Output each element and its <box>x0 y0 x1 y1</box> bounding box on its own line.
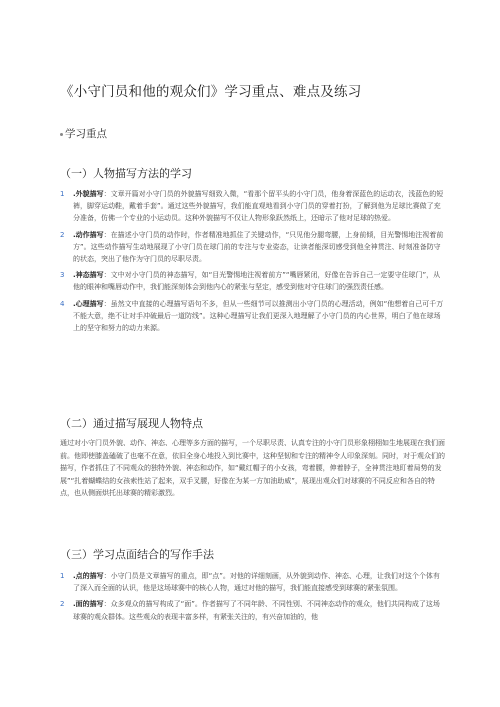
heading-character-description: （一）人物描写方法的学习 <box>60 167 192 180</box>
list-item <box>60 570 445 594</box>
item-label: .面的描写 <box>73 600 104 609</box>
item-text: ：文中对小守门员的神态描写，如“目光警惕地注视着前方”“嘴唇紧闭，好像在告诉自己一定要守住球门”，从他的眼神和嘴唇动作中，我们能深刻体会到他内心的紧张与坚定，感受到他对守住球门的强烈责任感。 <box>73 271 441 292</box>
item-text: ：虽然文中直接的心理描写语句不多，但从一些细节可以推测出小守门员的心理活动，例如“他想着自己可千万不能大意，绝不让对手冲破最后一道防线”。这种心理描写让我们更深入地理解了小守门员的内心世界，明白了他在球场上的坚守和努力的动力来源。 <box>73 299 444 333</box>
item-text: ：在描述小守门员的动作时，作者精准地抓住了关键动作，“只见他分腿弯腰，上身前倾，目光警惕地注视着前方”。这些动作描写生动地展现了小守门员在球门前的专注与专业姿态，让读者能深切感受到他全神贯注、时刻准备防守的状态，突出了他作为守门员的尽职尽责。 <box>73 230 444 264</box>
list-item <box>60 298 445 335</box>
list-item <box>60 269 445 293</box>
item-number: 1 <box>60 572 65 580</box>
item-number: 3 <box>60 271 65 280</box>
list-point-and-surface <box>60 570 445 627</box>
item-number: 4 <box>60 299 65 308</box>
item-number: 1 <box>60 190 65 198</box>
section-title <box>60 126 107 141</box>
list-item <box>60 229 445 266</box>
item-label: .心理描写 <box>73 299 104 308</box>
list-item <box>60 598 445 622</box>
item-label: .外貌描写 <box>73 190 104 198</box>
item-text: ：小守门员是文章描写的重点，即“点”。对他的详细刻画，从外貌到动作、神态、心理，让我们对这个个体有了深入而全面的认识，他是这场球赛中的核心人物，通过对他的描写，我们能直接感受到球赛的紧张氛围。 <box>73 572 440 593</box>
list-item <box>60 188 445 225</box>
item-label: .神态描写 <box>73 271 104 280</box>
item-text: ：文章开篇对小守门员的外貌描写细致入微，“看那个留平头的小守门员，他身着深蓝色的运动衣，浅蓝色的短裤，脚穿运动鞋，戴着手套”。通过这些外貌描写，我们能直观地看到小守门员的穿着打扮，了解到他为足球比赛做了充分准备，仿佛一个专业的小运动员。这种外貌描写不仅让人物形象跃然纸上，还暗示了他对足球的热爱。 <box>73 190 444 223</box>
item-label: .动作描写 <box>73 230 104 239</box>
bullet-icon <box>60 133 63 136</box>
item-number: 2 <box>60 230 65 239</box>
list-character-description <box>60 188 445 338</box>
paragraph-show-traits: 通过对小守门员外貌、动作、神态、心理等多方面的描写，一个尽职尽责、认真专注的小守门员形象栩栩如生地展现在我们面前。他即使膝盖磕破了也毫不在意，依旧全身心地投入到比赛中，这种坚韧和专注的精神令人印象深刻。同时，对于观众们的描写，作者抓住了不同观众的独特外貌、神态和动作，如“戴红帽子的小女孩，弯着腰，伸着脖子，全神贯注地盯着局势的发展”“扎着蝴蝶结的女孩索性站了起来，双手叉腰，好像在为某一方加油助威”，展现出观众们对球赛的不同反应和各自的特点，也从侧面烘托出球赛的精彩激烈。 <box>60 439 445 498</box>
section-title-text: 学习重点 <box>65 128 107 140</box>
item-label: .点的描写 <box>73 572 104 580</box>
item-number: 2 <box>60 600 65 609</box>
heading-point-and-surface: （三）学习点面结合的写作手法 <box>60 548 214 561</box>
document-title: 《小守门员和他的观众们》学习重点、难点及练习 <box>60 84 362 100</box>
item-text: ：众多观众的描写构成了“面”。作者描写了不同年龄、不同性别、不同神态动作的观众，他们共同构成了这场球赛的观众群体。这些观众的表现丰富多样，有紧张关注的，有兴奋加油的，他 <box>73 600 440 621</box>
heading-show-traits: （二）通过描写展现人物特点 <box>60 417 203 430</box>
